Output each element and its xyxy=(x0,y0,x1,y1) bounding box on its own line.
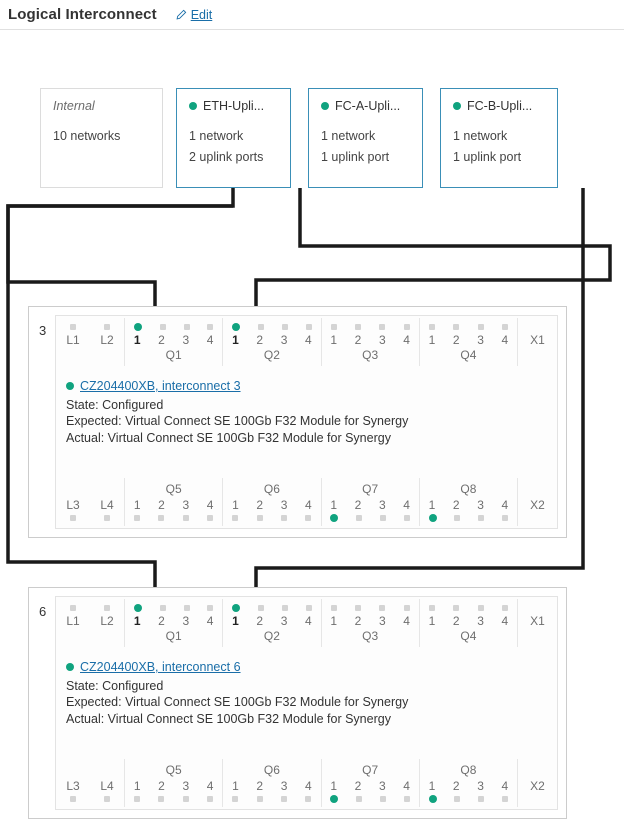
port-label[interactable]: 4 xyxy=(206,778,214,793)
quad-label xyxy=(518,348,557,363)
port-label[interactable]: 2 xyxy=(158,332,165,347)
topology-canvas xyxy=(0,30,624,793)
led-indicator xyxy=(232,604,240,612)
bay-number-label: 3 xyxy=(39,323,47,338)
led-indicator xyxy=(207,515,213,521)
led-row xyxy=(518,322,557,332)
led-indicator xyxy=(429,324,435,330)
port-label[interactable]: L2 xyxy=(100,613,114,628)
port-label[interactable]: 1 xyxy=(232,332,239,347)
interconnect-module-bay-3[interactable] xyxy=(28,306,567,538)
port-label[interactable]: 3 xyxy=(280,613,288,628)
led-indicator xyxy=(502,324,508,330)
quad-label: Q5 xyxy=(165,762,182,777)
port-label[interactable]: 2 xyxy=(452,778,460,793)
uplink-set-title-row xyxy=(53,99,152,113)
status-dot-icon xyxy=(189,102,197,110)
quad-group-q4-top xyxy=(419,318,517,366)
led-indicator xyxy=(134,515,140,521)
port-label[interactable]: 1 xyxy=(428,613,436,628)
led-indicator xyxy=(232,323,240,331)
led-row xyxy=(420,513,517,523)
port-row-top xyxy=(56,599,557,647)
quad-label xyxy=(56,482,124,497)
port-label[interactable]: 2 xyxy=(256,778,264,793)
led-indicator xyxy=(478,605,484,611)
port-label[interactable]: 1 xyxy=(428,497,436,512)
port-label[interactable]: L1 xyxy=(66,332,80,347)
interconnect-module-bay-6[interactable] xyxy=(28,587,567,819)
quad-label xyxy=(56,348,124,363)
page-title: Logical Interconnect xyxy=(8,6,157,23)
port-number-row xyxy=(125,778,222,794)
led-indicator xyxy=(70,796,76,802)
expected-label: Expected: Virtual Connect SE 100Gb F32 Module for Synergy xyxy=(66,414,409,428)
led-indicator xyxy=(379,605,385,611)
led-row xyxy=(125,794,222,804)
quad-group-q4-top xyxy=(419,599,517,647)
port-row-top xyxy=(56,318,557,366)
module-details-bay-3 xyxy=(66,378,408,446)
port-number-row xyxy=(125,613,222,629)
led-indicator xyxy=(258,324,264,330)
edit-button[interactable] xyxy=(175,8,213,22)
led-indicator xyxy=(453,605,459,611)
port-label[interactable]: L3 xyxy=(66,497,80,512)
quad-group-q8-bottom xyxy=(419,478,517,526)
quad-label: Q4 xyxy=(460,628,477,643)
led-indicator xyxy=(258,605,264,611)
quad-label: Q5 xyxy=(165,481,182,496)
link-port-group-top xyxy=(56,318,124,366)
led-indicator xyxy=(331,324,337,330)
port-label[interactable]: 4 xyxy=(305,332,312,347)
port-label[interactable]: 1 xyxy=(133,613,141,628)
led-indicator xyxy=(454,515,460,521)
led-indicator xyxy=(104,605,110,611)
led-indicator xyxy=(306,324,312,330)
port-label[interactable]: 4 xyxy=(206,497,214,512)
uplink-set-card-fc-b[interactable] xyxy=(440,88,558,188)
port-label[interactable]: 3 xyxy=(378,332,386,347)
led-indicator xyxy=(429,605,435,611)
port-row-bottom xyxy=(56,759,557,807)
led-indicator xyxy=(331,605,337,611)
quad-label: Q3 xyxy=(362,628,379,643)
led-row xyxy=(518,513,557,523)
port-number-row xyxy=(518,332,557,348)
port-label[interactable]: 1 xyxy=(232,497,239,512)
interconnect-name-row xyxy=(66,378,408,395)
port-number-row xyxy=(322,778,419,794)
quad-label: Q8 xyxy=(460,481,477,496)
led-row xyxy=(223,603,320,613)
led-row xyxy=(125,513,222,523)
port-label[interactable]: 3 xyxy=(182,613,190,628)
led-indicator xyxy=(330,514,338,522)
uplink-set-ports: 1 uplink port xyxy=(321,150,390,164)
port-label[interactable]: 4 xyxy=(305,613,312,628)
uplink-set-networks: 1 network xyxy=(189,129,244,143)
quad-label: Q7 xyxy=(362,481,379,496)
port-label[interactable]: 2 xyxy=(452,332,460,347)
port-label[interactable]: 1 xyxy=(428,778,436,793)
port-label[interactable]: 2 xyxy=(354,332,362,347)
port-label[interactable]: 2 xyxy=(354,778,362,793)
uplink-set-name: FC-A-Upli... xyxy=(335,99,401,113)
port-label[interactable]: X1 xyxy=(530,332,545,347)
port-label[interactable]: 3 xyxy=(182,778,190,793)
port-label[interactable]: 3 xyxy=(477,613,484,628)
quad-label: Q1 xyxy=(165,347,182,362)
quad-group-q2-top xyxy=(222,599,320,647)
led-indicator xyxy=(134,796,140,802)
led-indicator xyxy=(502,515,508,521)
port-label[interactable]: 2 xyxy=(158,613,165,628)
led-indicator xyxy=(281,515,287,521)
port-number-row xyxy=(56,332,124,348)
led-indicator xyxy=(380,796,386,802)
port-label[interactable]: 4 xyxy=(206,613,214,628)
port-number-row xyxy=(518,778,557,794)
led-indicator xyxy=(478,796,484,802)
port-number-row xyxy=(223,613,320,629)
port-row-bottom xyxy=(56,478,557,526)
uplink-set-name: FC-B-Upli... xyxy=(467,99,533,113)
port-label[interactable]: 4 xyxy=(305,778,312,793)
led-indicator xyxy=(183,796,189,802)
led-indicator xyxy=(282,324,288,330)
led-indicator xyxy=(104,515,110,521)
quad-label: Q4 xyxy=(460,347,477,362)
led-row xyxy=(322,513,419,523)
port-label[interactable]: 2 xyxy=(256,497,264,512)
led-indicator xyxy=(134,323,142,331)
port-label[interactable]: 3 xyxy=(477,497,484,512)
led-row xyxy=(56,603,124,613)
led-row xyxy=(420,794,517,804)
port-label[interactable]: 1 xyxy=(330,613,337,628)
led-indicator xyxy=(281,796,287,802)
uplink-set-name: Internal xyxy=(53,99,95,113)
led-row xyxy=(56,513,124,523)
port-label[interactable]: 2 xyxy=(158,778,165,793)
led-indicator xyxy=(160,605,166,611)
led-row xyxy=(322,322,419,332)
interconnect-name-row xyxy=(66,659,408,676)
port-number-row xyxy=(223,332,320,348)
port-label[interactable]: L3 xyxy=(66,778,80,793)
led-indicator xyxy=(104,796,110,802)
quad-group-q1-top xyxy=(124,318,222,366)
led-indicator xyxy=(305,515,311,521)
led-indicator xyxy=(70,605,76,611)
port-label[interactable]: 4 xyxy=(403,497,410,512)
port-number-row xyxy=(223,497,320,513)
led-indicator xyxy=(429,795,437,803)
uplink-set-title-row xyxy=(321,99,412,113)
led-indicator xyxy=(429,514,437,522)
led-indicator xyxy=(453,324,459,330)
port-number-row xyxy=(322,332,419,348)
interconnect-link[interactable]: CZ204400XB, interconnect 3 xyxy=(80,379,241,393)
quad-label: Q2 xyxy=(263,347,280,362)
x-port-group-bottom xyxy=(517,759,557,807)
led-indicator xyxy=(404,324,410,330)
port-label[interactable]: 2 xyxy=(256,613,264,628)
port-label[interactable]: 2 xyxy=(452,613,460,628)
port-label[interactable]: 1 xyxy=(133,497,141,512)
quad-label: Q7 xyxy=(362,762,379,777)
port-label[interactable]: 2 xyxy=(452,497,460,512)
link-port-group-bottom xyxy=(56,759,124,807)
link-port-group-bottom xyxy=(56,478,124,526)
quad-label xyxy=(518,482,557,497)
port-label[interactable]: 2 xyxy=(354,613,362,628)
led-row xyxy=(518,603,557,613)
port-label[interactable]: 3 xyxy=(378,613,386,628)
port-label[interactable]: X2 xyxy=(530,778,545,793)
led-indicator xyxy=(207,324,213,330)
port-label[interactable]: 3 xyxy=(182,497,190,512)
quad-label: Q6 xyxy=(263,762,280,777)
port-label[interactable]: X2 xyxy=(530,497,545,512)
bay-number-label: 6 xyxy=(39,604,47,619)
port-label[interactable]: 4 xyxy=(501,778,509,793)
led-indicator xyxy=(404,796,410,802)
port-label[interactable]: 4 xyxy=(501,332,509,347)
led-indicator xyxy=(70,515,76,521)
led-indicator xyxy=(257,796,263,802)
status-dot-icon xyxy=(321,102,329,110)
x-port-group-bottom xyxy=(517,478,557,526)
led-indicator xyxy=(404,605,410,611)
status-dot-icon xyxy=(453,102,461,110)
quad-group-q6-bottom xyxy=(222,478,320,526)
led-row xyxy=(322,794,419,804)
uplink-set-card-fc-a[interactable] xyxy=(308,88,423,188)
port-label[interactable]: L1 xyxy=(66,613,80,628)
led-indicator xyxy=(160,324,166,330)
led-indicator xyxy=(306,605,312,611)
quad-label: Q3 xyxy=(362,347,379,362)
port-label[interactable]: L2 xyxy=(100,332,114,347)
led-indicator xyxy=(232,796,238,802)
quad-label: Q1 xyxy=(165,628,182,643)
quad-label xyxy=(518,763,557,778)
module-port-panel xyxy=(55,596,558,810)
port-label[interactable]: 2 xyxy=(158,497,165,512)
x-port-group-top xyxy=(517,318,557,366)
led-indicator xyxy=(355,605,361,611)
port-number-row xyxy=(56,778,124,794)
port-number-row xyxy=(420,613,517,629)
led-row xyxy=(56,794,124,804)
port-label[interactable]: 1 xyxy=(133,332,141,347)
port-label[interactable]: 1 xyxy=(232,613,239,628)
status-dot-icon xyxy=(66,663,74,671)
quad-group-q3-top xyxy=(321,599,419,647)
port-label[interactable]: 3 xyxy=(378,778,386,793)
uplink-set-title-row xyxy=(189,99,280,113)
quad-group-q2-top xyxy=(222,318,320,366)
led-indicator xyxy=(134,604,142,612)
port-number-row xyxy=(518,613,557,629)
led-indicator xyxy=(502,796,508,802)
port-label[interactable]: 4 xyxy=(501,613,509,628)
led-row xyxy=(223,322,320,332)
uplink-set-ports: 1 uplink port xyxy=(453,150,522,164)
quad-label: Q6 xyxy=(263,481,280,496)
page-header xyxy=(0,0,624,30)
port-label[interactable]: 3 xyxy=(280,332,288,347)
edit-label: Edit xyxy=(190,7,213,22)
led-indicator xyxy=(184,324,190,330)
port-label[interactable]: X1 xyxy=(530,613,545,628)
port-label[interactable]: 4 xyxy=(403,332,410,347)
led-indicator xyxy=(232,515,238,521)
port-number-row xyxy=(518,497,557,513)
quad-group-q6-bottom xyxy=(222,759,320,807)
uplink-set-ports: 2 uplink ports xyxy=(189,150,264,164)
led-indicator xyxy=(454,796,460,802)
led-indicator xyxy=(207,796,213,802)
port-label[interactable]: 1 xyxy=(133,778,141,793)
port-number-row xyxy=(223,778,320,794)
quad-label xyxy=(56,629,124,644)
port-label[interactable]: 3 xyxy=(280,778,288,793)
quad-label: Q8 xyxy=(460,762,477,777)
actual-label: Actual: Virtual Connect SE 100Gb F32 Module for Synergy xyxy=(66,430,391,445)
led-indicator xyxy=(183,515,189,521)
led-indicator xyxy=(356,796,362,802)
module-port-panel xyxy=(55,315,558,529)
quad-label xyxy=(56,763,124,778)
led-row xyxy=(518,794,557,804)
port-label[interactable]: 3 xyxy=(477,778,484,793)
quad-group-q5-bottom xyxy=(124,759,222,807)
led-indicator xyxy=(158,796,164,802)
port-number-row xyxy=(125,497,222,513)
quad-group-q7-bottom xyxy=(321,478,419,526)
port-number-row xyxy=(420,332,517,348)
port-label[interactable]: 3 xyxy=(182,332,190,347)
port-label[interactable]: 4 xyxy=(403,778,410,793)
led-indicator xyxy=(158,515,164,521)
port-label[interactable]: 4 xyxy=(206,332,214,347)
port-label[interactable]: 1 xyxy=(330,778,337,793)
led-row xyxy=(420,603,517,613)
led-indicator xyxy=(330,795,338,803)
port-label[interactable]: L4 xyxy=(100,778,114,793)
uplink-set-card-internal[interactable] xyxy=(40,88,163,188)
pencil-icon xyxy=(175,9,187,21)
uplink-set-name: ETH-Upli... xyxy=(203,99,265,113)
port-label[interactable]: 1 xyxy=(330,497,337,512)
module-details-bay-6 xyxy=(66,659,408,727)
state-label: State: Configured xyxy=(66,397,164,412)
led-row xyxy=(223,794,320,804)
port-label[interactable]: 4 xyxy=(403,613,410,628)
led-indicator xyxy=(305,796,311,802)
port-number-row xyxy=(56,613,124,629)
led-indicator xyxy=(478,324,484,330)
port-label[interactable]: 1 xyxy=(330,332,337,347)
led-row xyxy=(420,322,517,332)
port-label[interactable]: 1 xyxy=(232,778,239,793)
quad-group-q8-bottom xyxy=(419,759,517,807)
led-indicator xyxy=(404,515,410,521)
led-indicator xyxy=(282,605,288,611)
led-indicator xyxy=(380,515,386,521)
quad-group-q1-top xyxy=(124,599,222,647)
port-label[interactable]: 3 xyxy=(477,332,484,347)
uplink-set-card-eth[interactable] xyxy=(176,88,291,188)
port-number-row xyxy=(420,778,517,794)
port-label[interactable]: 4 xyxy=(501,497,509,512)
led-indicator xyxy=(355,324,361,330)
port-number-row xyxy=(56,497,124,513)
port-number-row xyxy=(420,497,517,513)
uplink-set-title-row xyxy=(453,99,547,113)
expected-label: Expected: Virtual Connect SE 100Gb F32 Module for Synergy xyxy=(66,695,409,709)
quad-group-q5-bottom xyxy=(124,478,222,526)
actual-label: Actual: Virtual Connect SE 100Gb F32 Module for Synergy xyxy=(66,711,391,726)
quad-group-q3-top xyxy=(321,318,419,366)
port-label[interactable]: L4 xyxy=(100,497,114,512)
led-row xyxy=(223,513,320,523)
status-dot-icon xyxy=(66,382,74,390)
port-number-row xyxy=(125,332,222,348)
led-indicator xyxy=(356,515,362,521)
led-row xyxy=(56,322,124,332)
led-row xyxy=(125,322,222,332)
port-label[interactable]: 2 xyxy=(256,332,264,347)
uplink-set-networks: 1 network xyxy=(321,129,376,143)
led-indicator xyxy=(184,605,190,611)
quad-label: Q2 xyxy=(263,628,280,643)
interconnect-link[interactable]: CZ204400XB, interconnect 6 xyxy=(80,660,241,674)
quad-label xyxy=(518,629,557,644)
led-indicator xyxy=(478,515,484,521)
led-row xyxy=(125,603,222,613)
port-number-row xyxy=(322,613,419,629)
led-indicator xyxy=(207,605,213,611)
quad-group-q7-bottom xyxy=(321,759,419,807)
led-indicator xyxy=(257,515,263,521)
led-indicator xyxy=(502,605,508,611)
state-label: State: Configured xyxy=(66,678,164,693)
uplink-set-networks: 10 networks xyxy=(53,129,121,143)
led-indicator xyxy=(104,324,110,330)
led-row xyxy=(322,603,419,613)
port-label[interactable]: 2 xyxy=(354,497,362,512)
port-label[interactable]: 4 xyxy=(305,497,312,512)
uplink-set-networks: 1 network xyxy=(453,129,508,143)
port-number-row xyxy=(322,497,419,513)
led-indicator xyxy=(379,324,385,330)
led-indicator xyxy=(70,324,76,330)
port-label[interactable]: 3 xyxy=(280,497,288,512)
port-label[interactable]: 3 xyxy=(378,497,386,512)
link-port-group-top xyxy=(56,599,124,647)
x-port-group-top xyxy=(517,599,557,647)
port-label[interactable]: 1 xyxy=(428,332,436,347)
